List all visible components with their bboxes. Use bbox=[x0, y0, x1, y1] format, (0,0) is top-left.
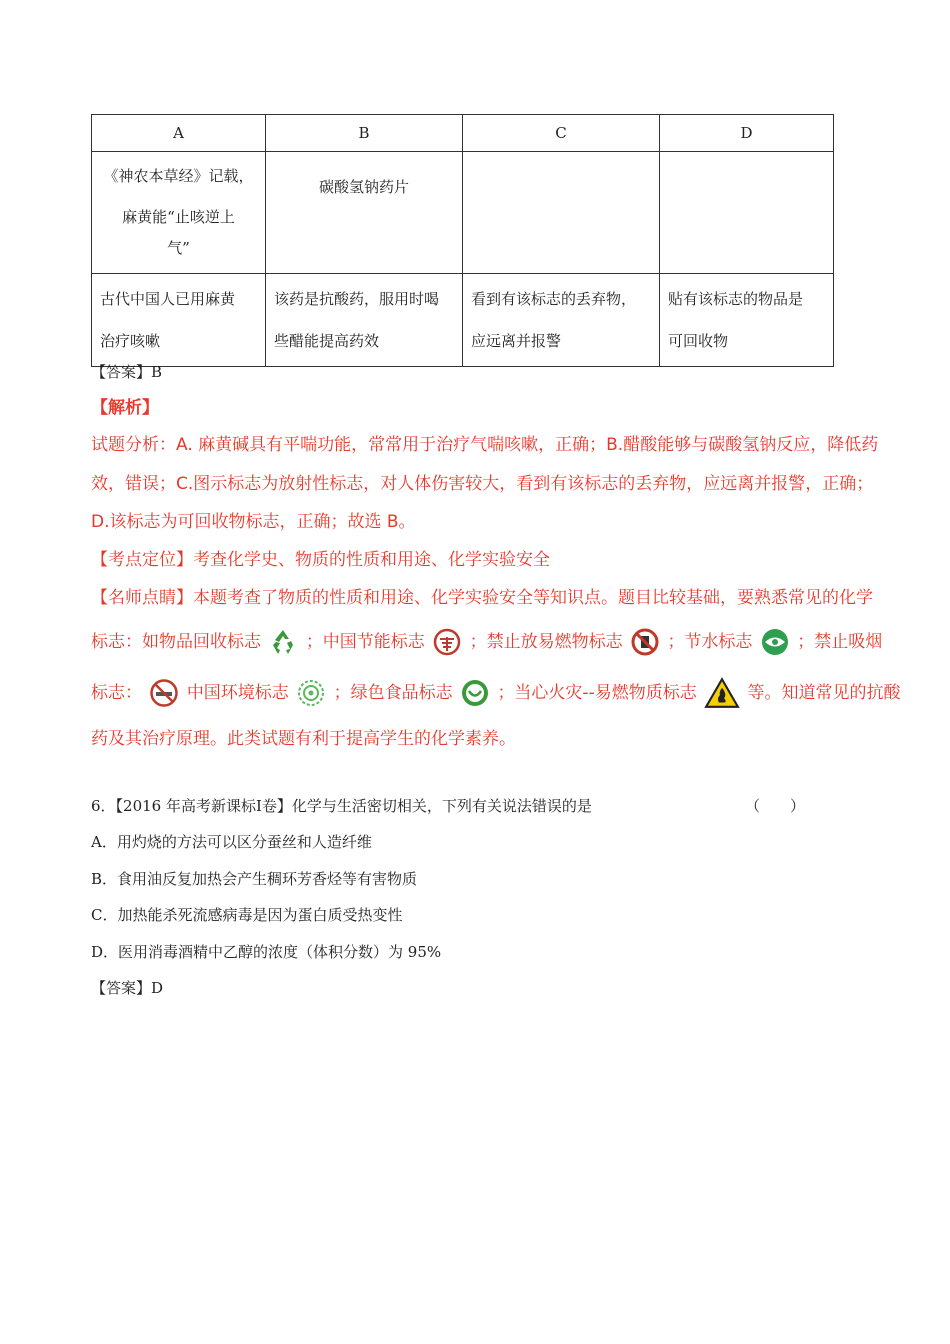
table-header-a: A bbox=[92, 115, 266, 152]
table-header-d: D bbox=[660, 115, 834, 152]
mingshi-text: ；节水标志 bbox=[667, 632, 753, 652]
mingshi-line-3 bbox=[91, 677, 901, 709]
option-c: C．加热能杀死流感病毒是因为蛋白质受热变性 bbox=[91, 906, 403, 924]
green-food-icon bbox=[460, 678, 490, 708]
mingshi-text: 标志：如物品回收标志 bbox=[91, 632, 261, 652]
analysis-line-1: 试题分析：A. 麻黄碱具有平喘功能，常常用于治疗气喘咳嗽，正确；B.醋酸能够与碳酸氢钠反应，降低药 bbox=[91, 435, 879, 455]
recycle-icon bbox=[268, 627, 298, 657]
option-b: B．食用油反复加热会产生稠环芳香烃等有害物质 bbox=[91, 870, 418, 888]
cell-a-desc bbox=[92, 274, 266, 367]
desc-line: 贴有该标志的物品是 bbox=[668, 290, 804, 308]
mingshi-text: ；禁止吸烟 bbox=[797, 632, 883, 652]
energy-saving-icon bbox=[432, 627, 462, 657]
mingshi-text: 等。知道常见的抗酸 bbox=[747, 683, 901, 703]
desc-line: 应远离并报警 bbox=[471, 332, 562, 350]
option-d: D．医用消毒酒精中乙醇的浓度（体积分数）为 95% bbox=[91, 943, 442, 961]
desc-line: 治疗咳嗽 bbox=[100, 332, 161, 350]
cell-c-desc bbox=[463, 274, 660, 367]
table-header-c: C bbox=[463, 115, 660, 152]
desc-line: 看到有该标志的丢弃物， bbox=[471, 290, 637, 308]
mingshi-text: ；当心火灾--易燃物质标志 bbox=[497, 683, 697, 703]
no-flammables-icon bbox=[630, 627, 660, 657]
mingshi-line-1: 【名师点睛】本题考查了物质的性质和用途、化学实验安全等知识点。题目比较基础，要熟悉常见的化学 bbox=[91, 588, 873, 608]
mingshi-line-4: 药及其治疗原理。此类试题有利于提高学生的化学素养。 bbox=[91, 729, 516, 749]
analysis-line-2: 效，错误；C.图示标志为放射性标志，对人体伤害较大，看到有该标志的丢弃物，应远离并报警，正确； bbox=[91, 474, 874, 494]
no-smoking-icon bbox=[149, 678, 179, 708]
answer-2: 【答案】D bbox=[91, 979, 164, 997]
cell-b-desc bbox=[266, 274, 463, 367]
mingshi-text: 标志： bbox=[91, 683, 142, 703]
desc-line: 可回收物 bbox=[668, 332, 729, 350]
options-table bbox=[91, 114, 834, 367]
analysis-line-3: D.该标志为可回收物标志，正确；故选 B。 bbox=[91, 512, 416, 532]
water-saving-icon bbox=[760, 627, 790, 657]
question-6-answer-bracket: （ ） bbox=[745, 797, 806, 815]
analysis-label: 【解析】 bbox=[91, 398, 159, 418]
mingshi-line-2 bbox=[91, 627, 882, 657]
mingshi-text: ；禁止放易燃物标志 bbox=[469, 632, 623, 652]
cell-a-line: 《神农本草经》记载， bbox=[103, 167, 254, 185]
question-6-stem: 6．【2016 年高考新课标Ⅰ卷】化学与生活密切相关，下列有关说法错误的是 bbox=[91, 797, 592, 815]
cell-b-image-text bbox=[266, 152, 463, 274]
environment-icon bbox=[296, 678, 326, 708]
cell-c-image bbox=[463, 152, 660, 274]
cell-a-image-text bbox=[92, 152, 266, 274]
cell-d-image bbox=[660, 152, 834, 274]
flammable-warning-icon bbox=[704, 677, 740, 709]
table-header-b: B bbox=[266, 115, 463, 152]
answer-1: 【答案】B bbox=[91, 363, 163, 381]
cell-a-line: 气” bbox=[167, 239, 190, 257]
mingshi-text: ；绿色食品标志 bbox=[333, 683, 453, 703]
mingshi-text: 中国环境标志 bbox=[186, 683, 289, 703]
option-a: A．用灼烧的方法可以区分蚕丝和人造纤维 bbox=[91, 833, 372, 851]
desc-line: 古代中国人已用麻黄 bbox=[100, 290, 236, 308]
cell-d-desc bbox=[660, 274, 834, 367]
desc-line: 该药是抗酸药，服用时喝 bbox=[274, 290, 440, 308]
cell-b-label: 碳酸氢钠药片 bbox=[318, 178, 409, 196]
kaodian: 【考点定位】考查化学史、物质的性质和用途、化学实验安全 bbox=[91, 550, 550, 570]
mingshi-text: ；中国节能标志 bbox=[305, 632, 425, 652]
cell-a-line: 麻黄能“止咳逆上 bbox=[122, 208, 235, 226]
desc-line: 些醋能提高药效 bbox=[274, 332, 380, 350]
